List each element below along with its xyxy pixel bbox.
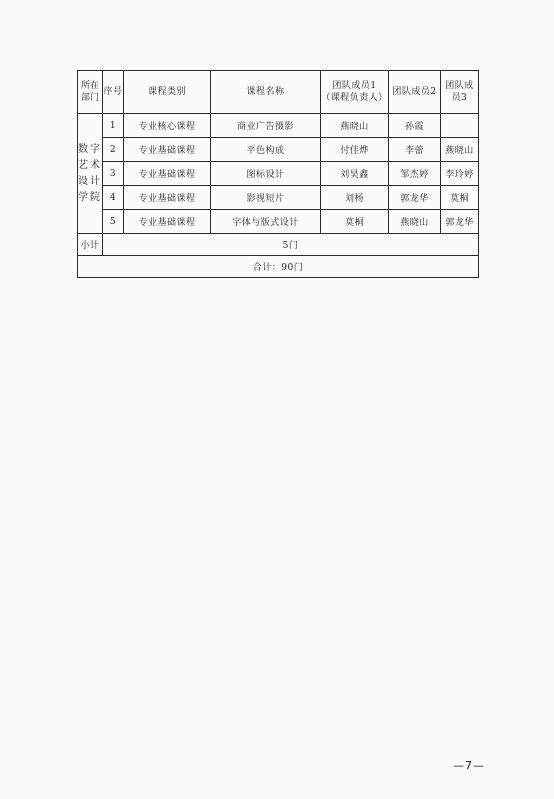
course-name-cell: 图标设计 <box>211 162 321 186</box>
member1-cell: 燕晓山 <box>321 114 389 138</box>
course-name-cell: 影视短片 <box>211 186 321 210</box>
seq-cell: 2 <box>103 138 124 162</box>
member2-cell: 孙霞 <box>389 114 441 138</box>
seq-cell: 5 <box>103 210 124 234</box>
header-department: 所在部门 <box>78 71 103 114</box>
seq-cell: 1 <box>103 114 124 138</box>
member2-cell: 李蕾 <box>389 138 441 162</box>
total-row <box>78 256 479 278</box>
header-row <box>78 71 479 114</box>
table-row <box>78 210 479 234</box>
member3-cell: 燕晓山 <box>441 138 479 162</box>
member2-cell: 邹杰婷 <box>389 162 441 186</box>
subtotal-label: 小计 <box>78 234 103 256</box>
member3-cell: 莫桐 <box>441 186 479 210</box>
course-name-cell: 商业广告摄影 <box>211 114 321 138</box>
table-row <box>78 162 479 186</box>
header-category: 课程类别 <box>124 71 211 114</box>
header-member1-line1: 团队成员1 <box>332 81 377 91</box>
member2-cell: 燕晓山 <box>389 210 441 234</box>
header-member1 <box>321 71 389 114</box>
table-row <box>78 138 479 162</box>
category-cell: 专业基础课程 <box>124 186 211 210</box>
category-cell: 专业基础课程 <box>124 138 211 162</box>
category-cell: 专业基础课程 <box>124 210 211 234</box>
member3-cell: 李玲婷 <box>441 162 479 186</box>
member1-cell: 付佳烨 <box>321 138 389 162</box>
table-row <box>78 114 479 138</box>
page-number: —7— <box>453 759 485 772</box>
category-cell: 专业基础课程 <box>124 162 211 186</box>
member1-cell: 刘昊鑫 <box>321 162 389 186</box>
course-name-cell: 平色构成 <box>211 138 321 162</box>
member3-cell: 郭龙华 <box>441 210 479 234</box>
table-row <box>78 186 479 210</box>
course-name-cell: 字体与版式设计 <box>211 210 321 234</box>
seq-cell: 3 <box>103 162 124 186</box>
header-member2: 团队成员2 <box>389 71 441 114</box>
member1-cell: 刘杨 <box>321 186 389 210</box>
member3-cell <box>441 114 479 138</box>
member1-cell: 莫桐 <box>321 210 389 234</box>
subtotal-row <box>78 234 479 256</box>
course-team-table <box>77 70 479 278</box>
header-member1-line2: （课程负责人） <box>321 93 388 103</box>
header-course-name: 课程名称 <box>211 71 321 114</box>
category-cell: 专业核心课程 <box>124 114 211 138</box>
header-member3: 团队成员3 <box>441 71 479 114</box>
seq-cell: 4 <box>103 186 124 210</box>
subtotal-value: 5门 <box>103 234 479 256</box>
member2-cell: 郭龙华 <box>389 186 441 210</box>
total-cell: 合计：90门 <box>78 256 479 278</box>
department-cell: 数字艺术设计学院 <box>78 114 103 234</box>
header-seq: 序号 <box>103 71 124 114</box>
